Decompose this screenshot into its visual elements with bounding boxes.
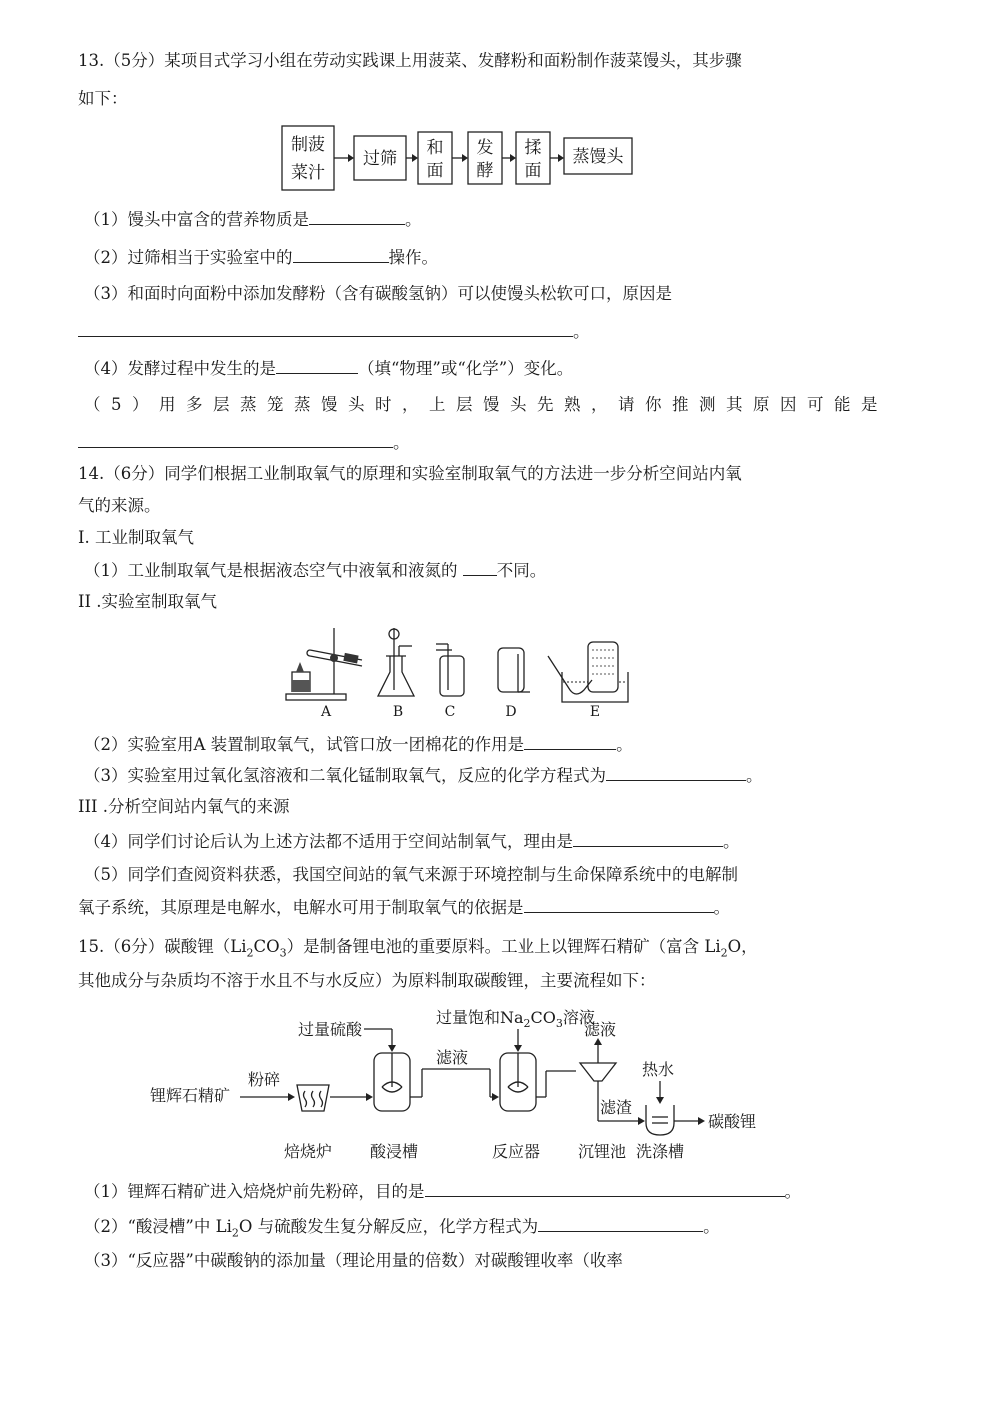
flow-box-steam-label: 蒸馒头: [572, 147, 624, 167]
q15-process-flow: [140, 1005, 780, 1170]
apparatus-d-icon: [498, 648, 530, 692]
apparatus-label-a: A: [320, 704, 332, 720]
flow-crush-label: 粉碎: [248, 1070, 281, 1089]
flow-reactor-label: 反应器: [492, 1142, 541, 1161]
q13-header: 13.（5分）某项目式学习小组在劳动实践课上用菠菜、发酵粉和面粉制作菠菜馒头，其步骤: [78, 51, 742, 70]
flow-na2co3-label: 过量饱和$Na_2CO_3$溶液: [436, 1008, 595, 1030]
flow-wash-label: 洗涤槽: [636, 1142, 685, 1161]
settling-funnel-icon: [580, 1063, 616, 1093]
flow-furnace-label: 焙烧炉: [284, 1142, 333, 1161]
q13-part5: （5）用多层蒸笼蒸馒头时，上层馒头先熟，请你推测其原因可能是: [84, 395, 888, 414]
q14-part5: （5）同学们查阅资料获悉，我国空间站的氧气来源于环境控制与生命保障系统中的电解制: [84, 865, 738, 884]
q14-part1: （1）工业制取氧气是根据液态空气中液氧和液氮的 不同。: [84, 561, 547, 580]
flow-product-label: 碳酸锂: [708, 1112, 757, 1131]
q13-part3-answer: 。: [78, 320, 590, 343]
q15-header-cont: 其他成分与杂质均不溶于水且不与水反应）为原料制取碳酸锂，主要流程如下：: [78, 971, 656, 990]
flow-hotwater-label: 热水: [642, 1060, 675, 1079]
q14-header: 14.（6分）同学们根据工业制取氧气的原理和实验室制取氧气的方法进一步分析空间站内氧: [78, 464, 742, 483]
flow-box-make-juice-l2: 菜汁: [291, 163, 325, 183]
apparatus-e-icon: [548, 642, 628, 702]
q14-header-cont: 气的来源。: [78, 496, 161, 515]
q13-part2: （2）过筛相当于实验室中的 操作。: [84, 248, 438, 267]
flow-box-knead-dough-l1: 和: [426, 138, 444, 158]
q14-apparatus: [280, 620, 640, 720]
q14-section-2: II .实验室制取氧气: [78, 592, 218, 611]
q13-header-cont: 如下：: [78, 89, 128, 108]
flow-box-rub-dough-l1: 揉: [524, 138, 542, 158]
flow-tank-label: 酸浸槽: [370, 1142, 419, 1161]
q14-part4: （4）同学们讨论后认为上述方法都不适用于空间站制氧气，理由是 。: [84, 832, 740, 851]
flow-filtrate-label: 滤液: [436, 1048, 469, 1067]
flow-box-ferment-l1: 发: [476, 138, 494, 158]
flow-ore-label: 锂辉石精矿: [150, 1086, 231, 1105]
q14-section-3: III .分析空间站内氧气的来源: [78, 797, 290, 816]
wash-tank-icon: [646, 1105, 674, 1135]
apparatus-label-c: C: [444, 704, 456, 720]
q15-part3: （3）“反应器”中碳酸钠的添加量（理论用量的倍数）对碳酸锂收率（收率: [84, 1251, 623, 1270]
q14-part5-cont: 氧子系统，其原理是电解水，电解水可用于制取氧气的依据是 。: [78, 898, 730, 917]
furnace-icon: [297, 1085, 329, 1111]
q15-part1: （1）锂辉石精矿进入焙烧炉前先粉碎，目的是 。: [84, 1182, 801, 1201]
flow-pool-label: 沉锂池: [578, 1142, 627, 1161]
flow-box-make-juice-l1: 制菠: [291, 135, 325, 155]
apparatus-b-icon: [378, 628, 414, 696]
apparatus-label-d: D: [505, 704, 517, 720]
q15-header: 15.（6分）碳酸锂$(Li_2CO_3)$是制备锂电池的重要原料。工业上以锂辉石精矿（富含 $Li_2O$，: [78, 937, 758, 960]
flow-box-knead-dough-l2: 面: [426, 161, 444, 181]
q14-part3: （3）实验室用过氧化氢溶液和二氧化锰制取氧气，反应的化学方程式为 。: [84, 766, 763, 785]
flow-box-ferment-l2: 酵: [476, 161, 494, 181]
flow-acid-label: 过量硫酸: [298, 1020, 363, 1039]
apparatus-a-icon: [286, 628, 362, 700]
flow-box-sieve-label: 过筛: [363, 149, 397, 169]
q13-part3: （3）和面时向面粉中添加发酵粉（含有碳酸氢钠）可以使馒头松软可口，原因是: [84, 284, 672, 303]
q13-part5-answer: 。: [78, 431, 410, 454]
q15-part2: （2）“酸浸槽”中 $Li_2O$ 与硫酸发生复分解反应，化学方程式为 。: [84, 1217, 720, 1240]
q13-part1: （1）馒头中富含的营养物质是 。: [84, 210, 422, 229]
q13-flowchart: [270, 118, 650, 198]
flow-box-rub-dough-l2: 面: [524, 161, 542, 181]
flow-filtrate2-label: 滤液: [584, 1020, 617, 1039]
reactor-icon: [500, 1053, 536, 1111]
acid-tank-icon: [374, 1053, 410, 1111]
q14-part2: （2）实验室用A 装置制取氧气，试管口放一团棉花的作用是 。: [84, 735, 633, 754]
q14-section-1: I. 工业制取氧气: [78, 528, 195, 547]
flow-residue-label: 滤渣: [600, 1098, 633, 1117]
apparatus-label-e: E: [589, 704, 601, 720]
apparatus-c-icon: [436, 644, 464, 696]
q13-part4: （4）发酵过程中发生的是 （填“物理”或“化学”）变化。: [84, 359, 574, 378]
apparatus-label-b: B: [392, 704, 404, 720]
